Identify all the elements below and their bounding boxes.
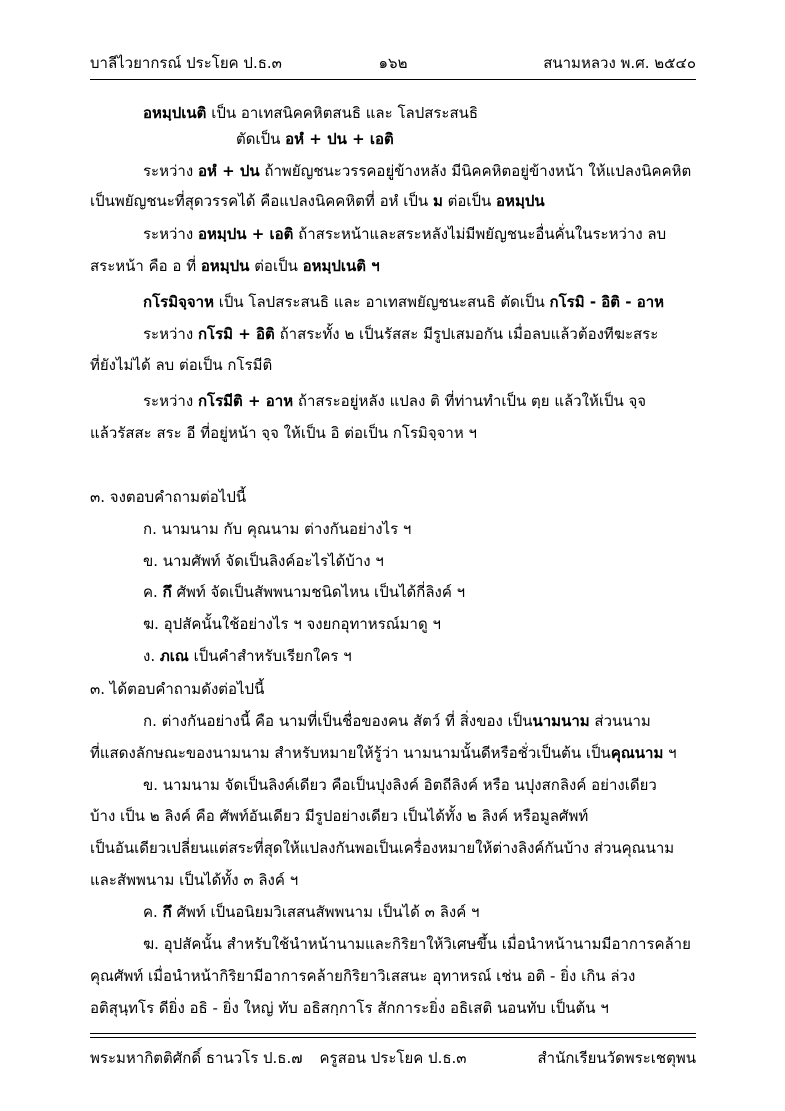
question-ka: ก. นามนาม กับ คุณนาม ต่างกันอย่างไร ฯ [143,520,412,538]
body-line-5: ระหว่าง อหมฺปน + เอติ ถ้าสระหน้าและสระหลังไม่มีพยัญชนะอื่นคั่นในระหว่าง ลบ [143,225,667,243]
body-line-3: ระหว่าง อหํ + ปน ถ้าพยัญชนะวรรคอยู่ข้างหลัง มีนิคคหิตอยู่ข้างหน้า ให้แปลงนิคคหิต [143,162,692,180]
question-kho-rakhang: ฆ. อุปสัคนั้นใช้อย่างไร ฯ จงยกอุทาหรณ์มาดู ฯ [143,615,441,633]
body-line-11: แล้วรัสสะ สระ อี ที่อยู่หน้า จฺจ ให้เป็น อิ ต่อเป็น กโรมิจฺจาห ฯ [90,424,477,442]
answer-kho-rakhang-line-2: คุณศัพท์ เมื่อนำหน้ากิริยามีอาการคล้ายกิริยาวิเสสนะ อุทาหรณ์ เช่น อติ - ยิ่ง เกิน ล่วง [90,967,636,985]
question-kha: ข. นามศัพท์ จัดเป็นลิงค์อะไรได้บ้าง ฯ [143,552,384,570]
footer-divider-bottom [90,1037,696,1038]
answer-kho: ค. กึ ศัพท์ เป็นอนิยมวิเสสนสัพพนาม เป็นได้ ๓ ลิงค์ ฯ [143,903,480,921]
footer-author: พระมหากิตติศักดิ์ ธานวโร ป.ธ.๗ [90,1049,303,1067]
body-line-10: ระหว่าง กโรมีติ + อาห ถ้าสระอยู่หลัง แปลง ติ ที่ท่านทำเป็น ตฺย แล้วให้เป็น จฺจ [143,392,647,410]
header-book-title: บาลีไวยากรณ์ ประโยค ป.ธ.๓ [90,54,282,72]
header-page-number: ๑๖๒ [378,54,408,72]
answer-kha-line-1: ข. นามนาม จัดเป็นลิงค์เดียว คือเป็นปุงลิงค์ อิตถีลิงค์ หรือ นปุงสกลิงค์ อย่างเดียว [143,776,657,794]
footer-institution: สำนักเรียนวัดพระเชตุพน [537,1049,696,1067]
answer-kha-line-2: บ้าง เป็น ๒ ลิงค์ คือ ศัพท์อันเดียว มีรูปอย่างเดียว เป็นได้ทั้ง ๒ ลิงค์ หรือมูลศัพท์ [90,807,589,825]
questions-heading: ๓. จงตอบคำถามต่อไปนี้ [90,488,247,506]
answer-kho-rakhang-line-3: อติสุนฺทโร ดียิ่ง อธิ - ยิ่ง ใหญ่ ทับ อธิสกฺกาโร สักการะยิ่ง อธิเสติ นอนทับ เป็นต้น ฯ [90,999,609,1017]
footer-divider-top [90,1033,696,1034]
footer-course: ครูสอน ประโยค ป.ธ.๓ [319,1049,467,1067]
answer-ka-line-2: ที่แสดงลักษณะของนามนาม สำหรับหมายให้รู้ว่า นามนามนั้นดีหรือชั่วเป็นต้น เป็นคุณนาม ฯ [90,744,677,762]
answer-kha-line-4: และสัพพนาม เป็นได้ทั้ง ๓ ลิงค์ ฯ [90,871,299,889]
answer-kha-line-3: เป็นอันเดียวเปลี่ยนแต่สระที่สุดให้แปลงกันพอเป็นเครื่องหมายให้ต่างลิงค์กันบ้าง ส่วนคุณนาม [90,839,675,857]
page-header [90,50,696,76]
body-line-2: ตัดเป็น อหํ + ปน + เอติ [236,130,394,148]
page-footer [90,1045,696,1071]
answer-kho-rakhang-line-1: ฆ. อุปสัคนั้น สำหรับใช้นำหน้านามและกิริยาให้วิเศษขึ้น เมื่อนำหน้านามมีอาการคล้าย [143,935,691,953]
question-ngo: ง. ภเณ เป็นคำสำหรับเรียกใคร ฯ [143,647,352,665]
answer-ka-line-1: ก. ต่างกันอย่างนี้ คือ นามที่เป็นชื่อของคน สัตว์ ที่ สิ่งของ เป็นนามนาม ส่วนนาม [143,712,651,730]
body-line-1: อหมฺปเนติ เป็น อาเทสนิคคหิตสนธิ และ โลปสระสนธิ [143,104,479,122]
question-kho: ค. กึ ศัพท์ จัดเป็นสัพพนามชนิดไหน เป็นได้กี่ลิงค์ ฯ [143,583,466,601]
body-line-9: ที่ยังไม่ได้ ลบ ต่อเป็น กโรมีติ [90,356,273,374]
header-divider [90,79,696,80]
answers-heading: ๓. ได้ตอบคำถามดังต่อไปนี้ [90,680,265,698]
body-line-4: เป็นพยัญชนะที่สุดวรรคได้ คือแปลงนิคคหิตที่ อหํ เป็น ม ต่อเป็น อหมฺปน [90,192,545,210]
body-line-6: สระหน้า คือ อ ที่ อหมฺปน ต่อเป็น อหมฺปเนติ ฯ [90,257,380,275]
header-exam-year: สนามหลวง พ.ศ. ๒๕๔๐ [543,54,696,72]
body-line-7: กโรมิจฺจาห เป็น โลปสระสนธิ และ อาเทสพยัญชนะสนธิ ตัดเป็น กโรมิ - อิติ - อาห [143,293,665,311]
body-line-8: ระหว่าง กโรมิ + อิติ ถ้าสระทั้ง ๒ เป็นรัสสะ มีรูปเสมอกัน เมื่อลบแล้วต้องทีฆะสระ [143,325,659,343]
